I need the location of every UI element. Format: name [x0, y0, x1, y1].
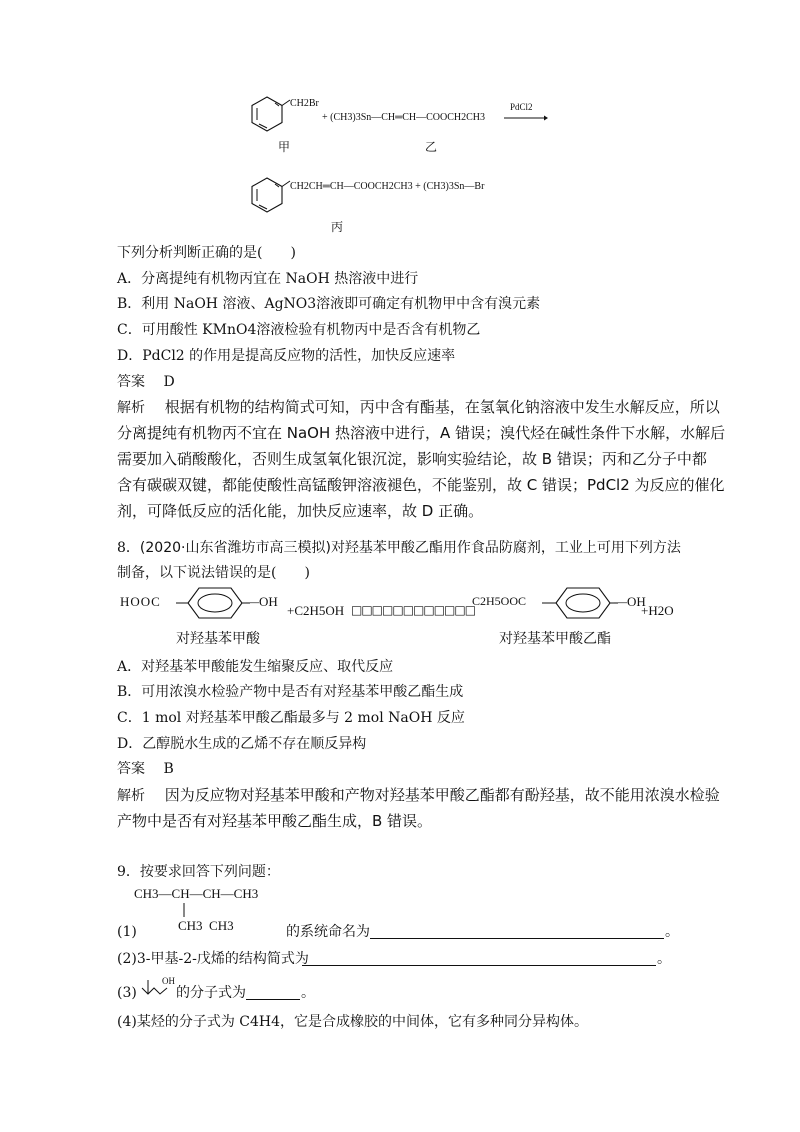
answer-label: 答案 [117, 761, 145, 777]
benzene-ring-icon [250, 177, 284, 213]
q7-analysis-line-1: 解析 根据有机物的结构简式可知，丙中含有酯基，在氢氧化钠溶液中发生水解反应，所以 [117, 398, 720, 416]
q8-stem-line-2: 制备，以下说法错误的是( ) [117, 565, 310, 581]
q7-analysis-line-4: 含有碳碳双键，都能使酸性高锰酸钾溶液褪色，不能鉴别，故 C 错误；PdCl2 为反应的催化 [117, 476, 725, 494]
q9-part3-text: 的分子式为 [176, 985, 246, 1001]
q9-part2-end: 。 [657, 951, 671, 967]
benzene-ring-icon [548, 586, 618, 620]
analysis-label: 解析 [117, 788, 145, 804]
q8-analysis-line-2: 产物中是否有对羟基苯甲酸乙酯生成，B 错误。 [117, 812, 433, 830]
analysis-label: 解析 [117, 400, 145, 416]
benzene-ring-icon [180, 586, 250, 620]
q9-part3-number: (3) [117, 985, 137, 1001]
benzene-ring-icon [250, 96, 284, 132]
q9-part3-answer-blank[interactable] [246, 985, 300, 1000]
q7-option-c: C．可用酸性 KMnO4溶液检验有机物丙中是否含有机物乙 [117, 322, 481, 338]
ethyl-ester-group: C2H5OOC [472, 594, 527, 608]
q9-part3-end: 。 [301, 985, 315, 1001]
q8-analysis-line-1: 解析 因为反应物对羟基苯甲酸和产物对羟基苯甲酸乙酯都有酚羟基，故不能用浓溴水检验 [117, 786, 720, 804]
q8-option-a: A．对羟基苯甲酸能发生缩聚反应、取代反应 [117, 659, 394, 675]
q7-answer [117, 372, 175, 392]
q7-analysis-line-2: 分离提纯有机物丙不宜在 NaOH 热溶液中进行，A 错误；溴代烃在碱性条件下水解，水解后 [117, 424, 726, 442]
q9-stem: 9．按要求回答下列问题： [117, 864, 280, 880]
q8-answer [117, 759, 174, 779]
q8-option-c: C．1 mol 对羟基苯甲酸乙酯最多与 2 mol NaOH 反应 [117, 710, 465, 726]
q9-part4-text: (4)某烃的分子式为 C4H4，它是合成橡胶的中间体，它有多种同分异构体。 [117, 1014, 589, 1030]
answer-label: 答案 [117, 374, 145, 390]
water-product: +H2O [641, 603, 674, 618]
q7-option-b: B．利用 NaOH 溶液、AgNO3溶液即可确定有机物甲中含有溴元素 [117, 296, 541, 312]
oh-group: —OH [614, 594, 646, 609]
q9-part1-end: 。 [665, 924, 679, 940]
label-jia: 甲 [278, 140, 291, 154]
q8-stem-line-1: 8．(2020·山东省潍坊市高三模拟)对羟基苯甲酸乙酯用作食品防腐剂，工业上可用下列方法 [117, 540, 681, 556]
question-number: 8． [117, 540, 140, 556]
label-yi: 乙 [425, 140, 438, 154]
hooc-group: HOOC [120, 594, 161, 609]
q9-part1-number: (1) [117, 924, 137, 940]
q7-analysis-line-3: 需要加入硝酸酸化，否则生成氢氧化银沉淀，影响实验结论，故 B 错误；丙和乙分子中都 [117, 450, 707, 468]
question-source: (2020·山东省潍坊市高三模拟) [139, 540, 331, 556]
q7-option-a: A．分离提纯有机物丙宜在 NaOH 热溶液中进行 [117, 271, 419, 287]
oh-label: OH [162, 976, 175, 986]
reaction-arrow-icon [504, 114, 548, 122]
benzyl-substituent: CH2Br [290, 98, 319, 109]
answer-value: B [163, 761, 174, 777]
condition-boxes: □□□□□□□□□□□□ [351, 603, 476, 617]
answer-value: D [163, 374, 175, 390]
q8-option-d: D．乙醇脱水生成的乙烯不存在顺反异构 [117, 736, 367, 752]
q9-part1-answer-blank[interactable] [370, 924, 664, 939]
label-bing: 丙 [331, 220, 344, 234]
q8-option-b: B．可用浓溴水检验产物中是否有对羟基苯甲酸乙酯生成 [117, 684, 464, 700]
label-product: 对羟基苯甲酸乙酯 [499, 631, 611, 647]
oh-group: —OH [246, 594, 278, 609]
label-reactant: 对羟基苯甲酸 [176, 631, 260, 647]
chain-branches: CH3 CH3 [178, 918, 234, 933]
branch-bond-icon [181, 903, 187, 917]
q7-analysis-line-5: 剂，可降低反应的活化能，加快反应速率，故 D 正确。 [117, 502, 484, 520]
product-bing-formula: CH2CH═CH—COOCH2CH3 + (CH3)3Sn—Br [290, 181, 485, 192]
reagent-yi-formula: + (CH3)3Sn—CH═CH—COOCH2CH3 [322, 112, 486, 123]
q9-part2-answer-blank[interactable] [302, 951, 656, 966]
chain-top: CH3—CH—CH—CH3 [134, 886, 259, 901]
ethanol-reagent: +C2H5OH [287, 603, 345, 618]
catalyst-label: PdCl2 [510, 102, 533, 112]
q7-question: 下列分析判断正确的是( ) [117, 245, 296, 261]
q7-option-d: D．PdCl2 的作用是提高反应物的活性，加快反应速率 [117, 348, 456, 364]
q9-part1-text: 的系统命名为 [286, 924, 370, 940]
q9-part2-text: (2)3-甲基-2-戊烯的结构简式为 [117, 951, 309, 967]
